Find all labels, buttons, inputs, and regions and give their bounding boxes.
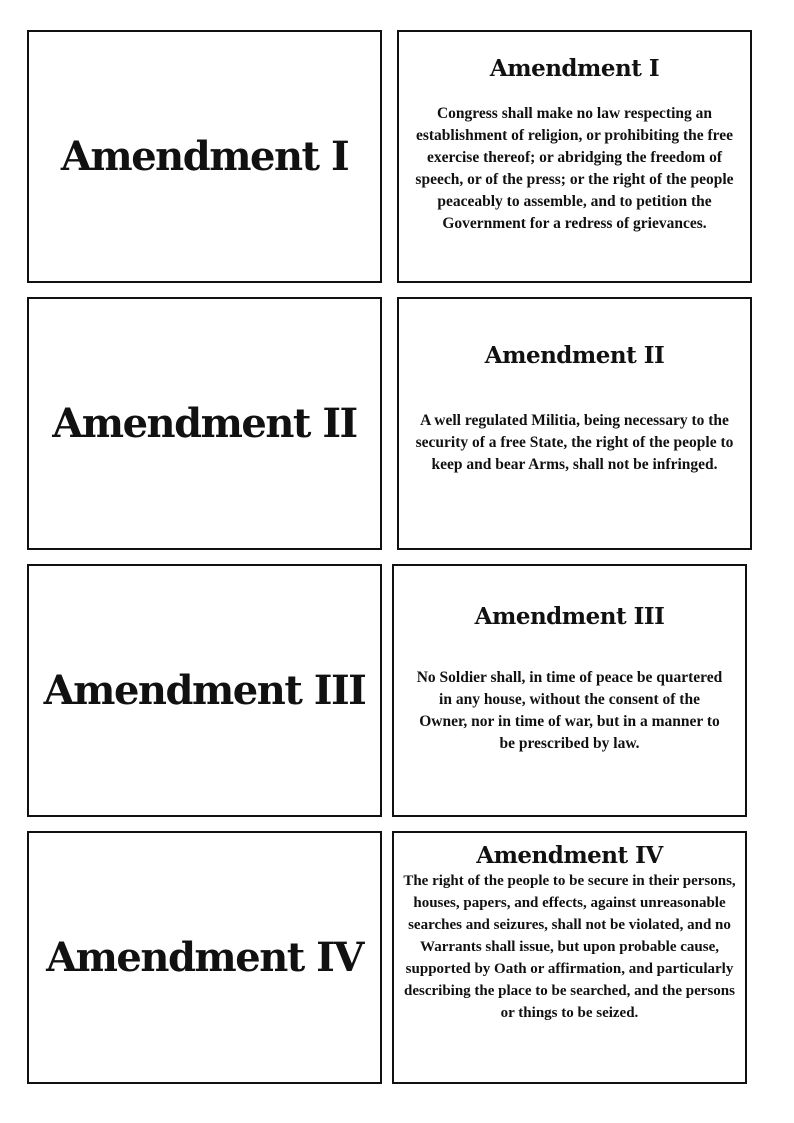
card-back-text: A well regulated Militia, being necessary to the security of a free State, the right of the people to keep and bear Arms, shall not be infringed. xyxy=(415,412,734,474)
card-front-title: Amendment II xyxy=(52,399,357,447)
card-front-title: Amendment IV xyxy=(46,933,363,981)
card-back-title: Amendment II xyxy=(484,342,665,369)
card-back-text: Congress shall make no law respecting an establishment of religion, or prohibiting the free exercise thereof; or abridging the freedom of speech, or of the press; or the right of the people peaceably to assemble, and to petition the Government for a redress of grievances. xyxy=(415,105,734,233)
card-back-title: Amendment III xyxy=(474,603,665,630)
card-back-amendment-2 xyxy=(397,297,752,550)
card-front-title: Amendment I xyxy=(60,132,349,180)
card-back-text: The right of the people to be secure in their persons, houses, papers, and effects, against unreasonable searches and seizures, shall not be violated, and no Warrants shall issue, but upon probable cause, supported by Oath or affirmation, and particularly describing the place to be searched, and the persons or things to be seized. xyxy=(403,873,736,1022)
card-front-amendment-3 xyxy=(27,564,382,817)
card-back-amendment-4 xyxy=(392,831,747,1084)
card-front-amendment-2 xyxy=(27,297,382,550)
card-front-title: Amendment III xyxy=(43,666,366,714)
card-back-title: Amendment IV xyxy=(476,842,663,869)
card-front-amendment-4 xyxy=(27,831,382,1084)
card-back-title: Amendment I xyxy=(489,55,660,82)
card-front-amendment-1 xyxy=(27,30,382,283)
card-back-amendment-3 xyxy=(392,564,747,817)
card-back-amendment-1 xyxy=(397,30,752,283)
card-back-text: No Soldier shall, in time of peace be quartered in any house, without the consent of the Owner, nor in time of war, but in a manner to be prescribed by law. xyxy=(416,669,723,753)
